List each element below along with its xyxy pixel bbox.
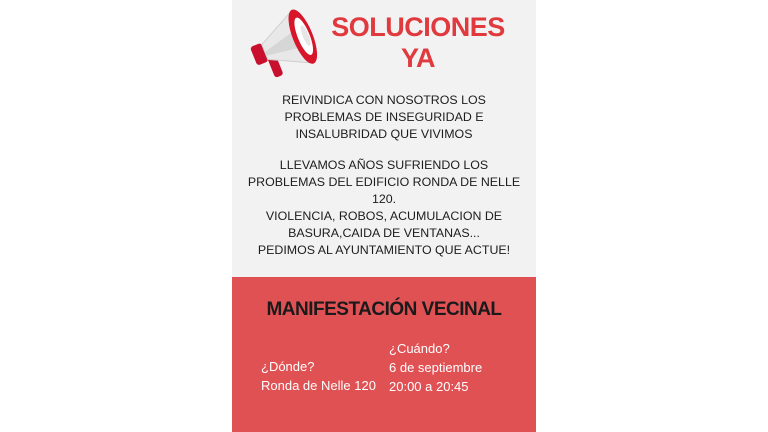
- poster: [232, 0, 536, 432]
- intro-line: PROBLEMAS DE INSEGURIDAD E: [284, 110, 484, 124]
- body-line: LLEVAMOS AÑOS SUFRIENDO LOS: [279, 158, 489, 172]
- body-line: 120.: [371, 192, 397, 206]
- headline-line: SOLUCIONES: [331, 12, 505, 42]
- intro-line: REIVINDICA CON NOSOTROS LOS: [282, 93, 486, 107]
- intro-text: [242, 92, 526, 143]
- body-line: PEDIMOS AL AYUNTAMIENTO QUE ACTUE!: [257, 243, 511, 257]
- when-time: 20:00 a 20:45: [389, 379, 469, 394]
- when-date: 6 de septiembre: [389, 360, 483, 375]
- event-location: [261, 357, 376, 395]
- body-line: BASURA,CAIDA DE VENTANAS...: [288, 226, 480, 240]
- headline-line: YA: [400, 43, 436, 73]
- where-value: Ronda de Nelle 120: [261, 378, 376, 393]
- body-line: PROBLEMAS DEL EDIFICIO RONDA DE NELLE: [247, 175, 521, 189]
- when-label: ¿Cuándo?: [389, 341, 450, 356]
- intro-line: INSALUBRIDAD QUE VIVIMOS: [295, 127, 473, 141]
- body-text: [242, 157, 526, 259]
- headline: [328, 12, 508, 74]
- event-title: MANIFESTACIÓN VECINAL: [266, 299, 502, 320]
- event-banner: [232, 277, 536, 432]
- event-time: [389, 339, 482, 396]
- megaphone-icon: [244, 6, 326, 86]
- body-line: VIOLENCIA, ROBOS, ACUMULACION DE: [265, 209, 503, 223]
- where-label: ¿Dónde?: [261, 359, 315, 374]
